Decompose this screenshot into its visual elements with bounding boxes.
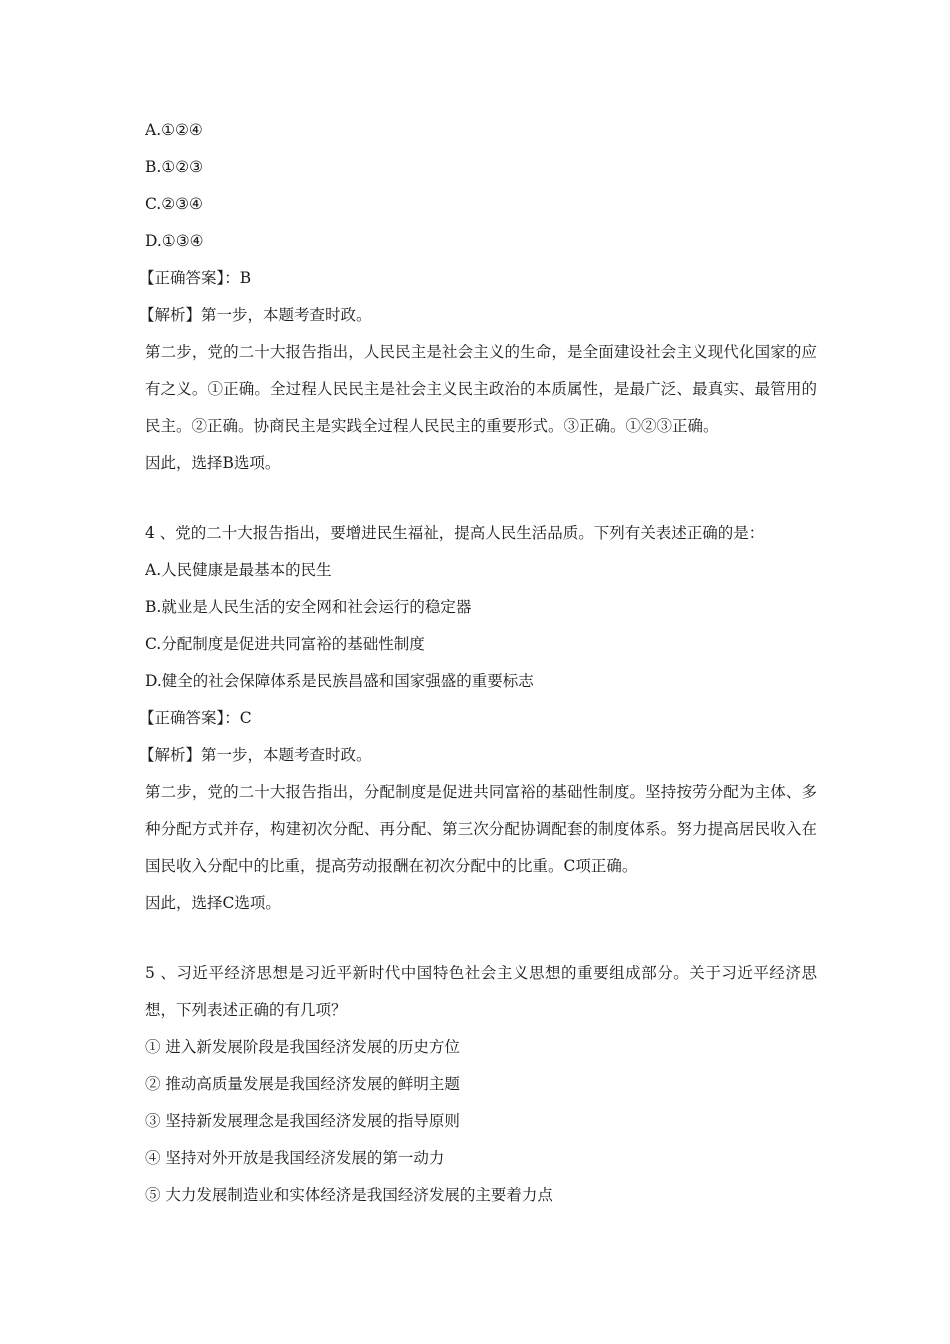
- q4-conclusion: 因此，选择C选项。: [145, 894, 281, 912]
- spacer: [145, 482, 817, 515]
- question-5-block: [145, 955, 817, 1214]
- q4-analysis-step1: 【解析】第一步，本题考查时政。: [139, 746, 372, 764]
- q4-option-c: C.分配制度是促进共同富裕的基础性制度: [145, 635, 425, 653]
- q3-analysis-step1: 【解析】第一步，本题考查时政。: [139, 306, 372, 324]
- q5-statement-3: ③ 坚持新发展理念是我国经济发展的指导原则: [145, 1112, 460, 1130]
- question-3-block: [139, 112, 817, 482]
- q3-correct-answer: 【正确答案】：B: [139, 269, 252, 287]
- q3-conclusion: 因此，选择B选项。: [145, 454, 281, 472]
- q4-option-b: B.就业是人民生活的安全网和社会运行的稳定器: [145, 598, 472, 616]
- q3-option-d: D.①③④: [145, 232, 204, 250]
- spacer: [145, 922, 817, 955]
- question-4-block: [139, 515, 817, 922]
- document-page: [139, 112, 817, 1214]
- q4-option-a: A.人民健康是最基本的民生: [145, 561, 332, 579]
- q4-analysis-step2: 第二步，党的二十大报告指出，分配制度是促进共同富裕的基础性制度。坚持按劳分配为主体、多种分配方式并存，构建初次分配、再分配、第三次分配协调配套的制度体系。努力提高居民收入在国民收入分配中的比重，提高劳动报酬在初次分配中的比重。C项正确。: [145, 783, 817, 875]
- q3-option-a: A.①②④: [145, 121, 203, 139]
- q4-question: 4 、党的二十大报告指出，要增进民生福祉，提高人民生活品质。下列有关表述正确的是：: [145, 524, 765, 542]
- q3-option-c: C.②③④: [145, 195, 203, 213]
- q4-correct-answer: 【正确答案】：C: [139, 709, 252, 727]
- q5-statement-1: ① 进入新发展阶段是我国经济发展的历史方位: [145, 1038, 460, 1056]
- q5-statement-5: ⑤ 大力发展制造业和实体经济是我国经济发展的主要着力点: [145, 1186, 553, 1204]
- q5-question: 5 、习近平经济思想是习近平新时代中国特色社会主义思想的重要组成部分。关于习近平经济思想，下列表述正确的有几项？: [145, 964, 817, 1019]
- q4-option-d: D.健全的社会保障体系是民族昌盛和国家强盛的重要标志: [145, 672, 534, 690]
- q5-statement-4: ④ 坚持对外开放是我国经济发展的第一动力: [145, 1149, 445, 1167]
- q3-option-b: B.①②③: [145, 158, 204, 176]
- q3-analysis-step2: 第二步，党的二十大报告指出，人民民主是社会主义的生命，是全面建设社会主义现代化国家的应有之义。①正确。全过程人民民主是社会主义民主政治的本质属性，是最广泛、最真实、最管用的民主。②正确。协商民主是实践全过程人民民主的重要形式。③正确。①②③正确。: [145, 343, 817, 435]
- q5-statement-2: ② 推动高质量发展是我国经济发展的鲜明主题: [145, 1075, 460, 1093]
